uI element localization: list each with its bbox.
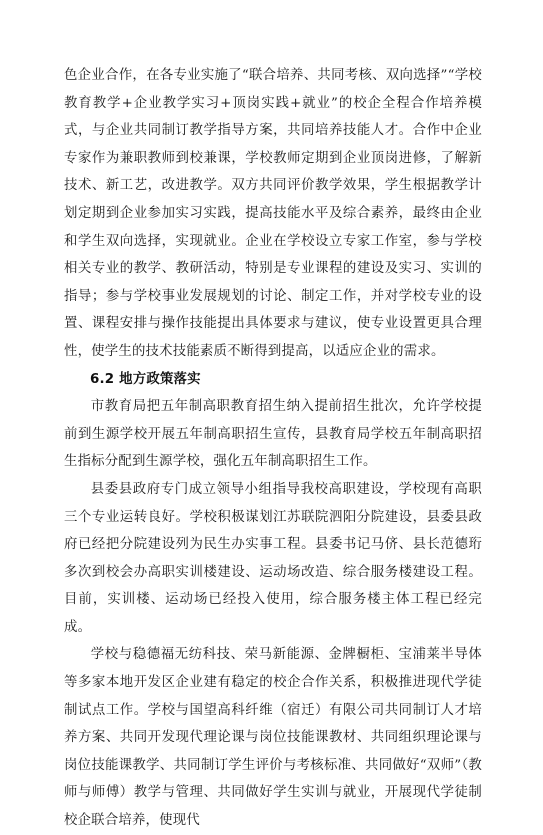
paragraph-apprenticeship: 学校与稳德福无纺科技、荣马新能源、金牌橱柜、宝浦莱半导体等多家本地开发区企业建有稳定的校企合作关系，积极推进现代学徒制试点工作。学校与国望高科纤维（宿迁）有限公司共同制订人才培养方案、共同开发现代理论课与岗位技能课教材、共同组织理论课与岗位技能课教学、共同制订学生评价与考核标准、共同做好“双师”（教师与师傅）教学与管理、共同做好学生实训与就业，开展现代学徒制校企联合培养，使现代 <box>64 647 482 829</box>
section-heading-local-policy: 6.2 地方政策落实 <box>90 371 201 387</box>
paragraph-cooperation-model: 色企业合作，在各专业实施了“联合培养、共同考核、双向选择”“学校教育教学+企业教学实习+顶岗实践+就业”的校企全程合作培养模式，与企业共同制订教学指导方案，共同培养技能人才。合作中企业专家作为兼职教师到校兼课，学校教师定期到企业顶岗进修，了解新技术、新工艺，改进教学。双方共同评价教学效果，学生根据教学计划定期到企业参加实习实践，提高技能水平及综合素养，最终由企业和学生双向选择，实现就业。企业在学校设立专家工作室，参与学校相关专业的教学、教研活动，特别是专业课程的建设及实习、实训的指导；参与学校事业发展规划的讨论、制定工作，并对学校专业的设置、课程安排与操作技能提出具体要求与建议，使专业设置更具合理性，使学生的技术技能素质不断得到提高，以适应企业的需求。 <box>64 68 482 359</box>
paragraph-enrollment-policy: 市教育局把五年制高职教育招生纳入提前招生批次，允许学校提前到生源学校开展五年制高职招生宣传，县教育局学校五年制高职招生指标分配到生源学校，强化五年制高职招生工作。 <box>64 399 482 470</box>
document-body <box>64 62 482 835</box>
paragraph-county-support: 县委县政府专门成立领导小组指导我校高职建设，学校现有高职三个专业运转良好。学校积极谋划江苏联院泗阳分院建设，县委县政府已经把分院建设列为民生办实事工程。县委书记马侪、县长范德珩多次到校会办高职实训楼建设、运动场改造、综合服务楼建设工程。目前，实训楼、运动场已经投入使用，综合服务楼主体工程已经完成。 <box>64 481 482 635</box>
